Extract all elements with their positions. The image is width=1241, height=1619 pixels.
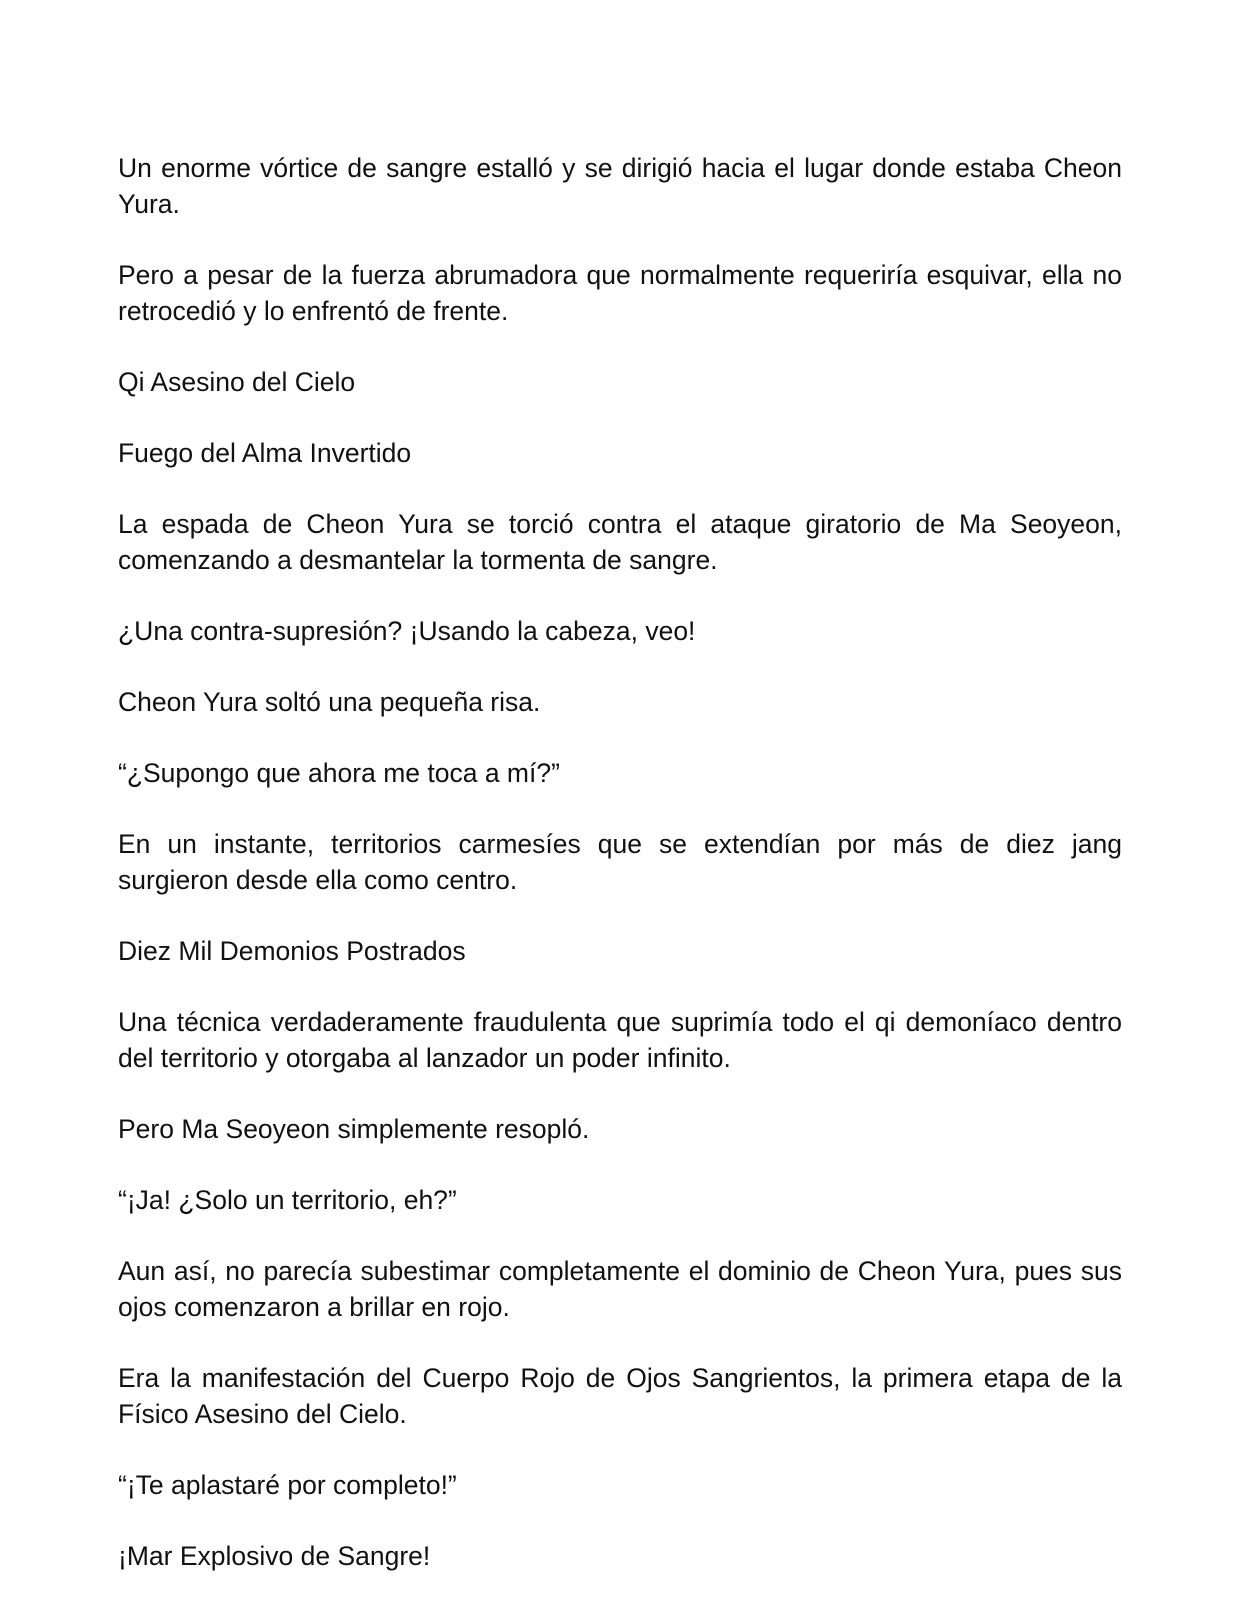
paragraph-laugh: Cheon Yura soltó una pequeña risa. (118, 687, 541, 717)
paragraph-resistance: Pero a pesar de la fuerza abrumadora que normalmente requeriría esquivar, ella no retrocedió y lo enfrentó de frente. (118, 260, 1122, 326)
paragraph-thought: ¿Una contra-supresión? ¡Usando la cabeza, veo! (118, 616, 696, 646)
technique-name: Diez Mil Demonios Postrados (118, 936, 466, 966)
paragraph-technique-description: Una técnica verdaderamente fraudulenta que suprimía todo el qi demoníaco dentro del territorio y otorgaba al lanzador un poder infinito. (118, 1007, 1122, 1073)
technique-name: ¡Mar Explosivo de Sangre! (118, 1541, 431, 1571)
body-text (118, 150, 1122, 1609)
paragraph-manifestation: Era la manifestación del Cuerpo Rojo de Ojos Sangrientos, la primera etapa de la Físico Asesino del Cielo. (118, 1363, 1122, 1429)
technique-name: Fuego del Alma Invertido (118, 438, 412, 468)
dialogue-line: “¿Supongo que ahora me toca a mí?” (118, 758, 560, 788)
paragraph-sword-clash: La espada de Cheon Yura se torció contra el ataque giratorio de Ma Seoyeon, comenzando a desmantelar la tormenta de sangre. (118, 509, 1122, 575)
technique-name: Qi Asesino del Cielo (118, 367, 356, 397)
paragraph-eyes: Aun así, no parecía subestimar completamente el dominio de Cheon Yura, pues sus ojos comenzaron a brillar en rojo. (118, 1256, 1122, 1322)
dialogue-line: “¡Ja! ¿Solo un territorio, eh?” (118, 1185, 457, 1215)
paragraph-snort: Pero Ma Seoyeon simplemente resopló. (118, 1114, 590, 1144)
paragraph-territories: En un instante, territorios carmesíes que se extendían por más de diez jang surgieron desde ella como centro. (118, 829, 1122, 895)
dialogue-line: “¡Te aplastaré por completo!” (118, 1470, 457, 1500)
paragraph-vortex: Un enorme vórtice de sangre estalló y se dirigió hacia el lugar donde estaba Cheon Yura. (118, 153, 1122, 219)
